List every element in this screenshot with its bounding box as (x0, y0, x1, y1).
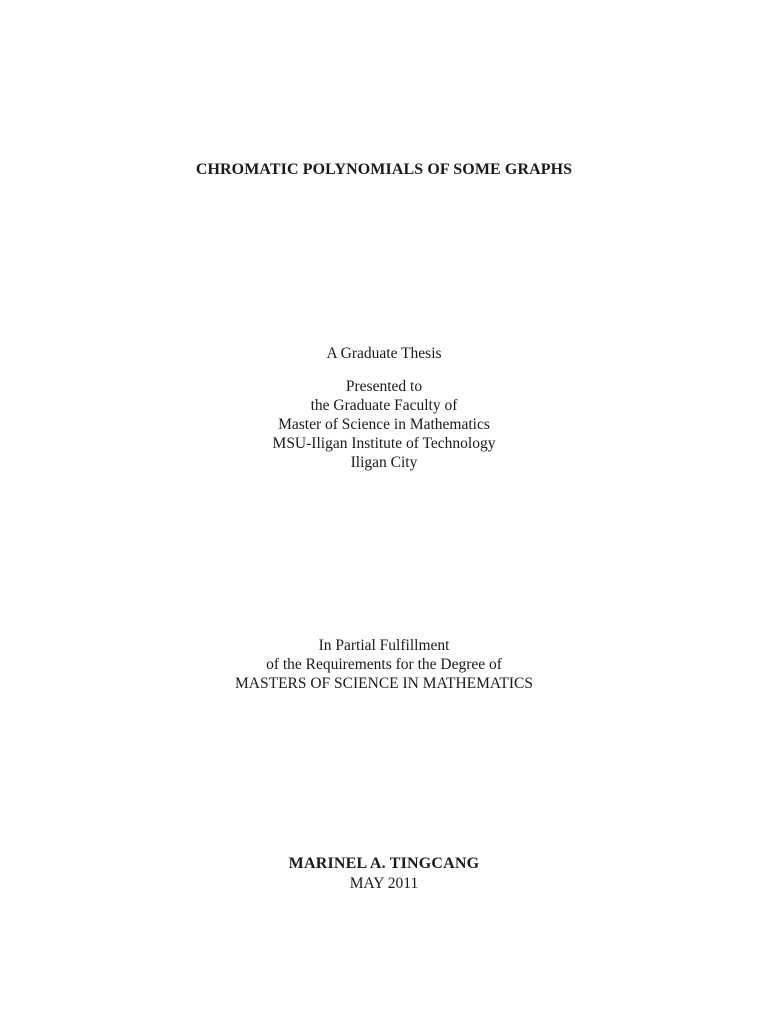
fulfillment-line: of the Requirements for the Degree of (266, 656, 502, 673)
fulfillment-line: MASTERS OF SCIENCE IN MATHEMATICS (235, 675, 533, 692)
presented-to-block (0, 377, 768, 472)
thesis-type-block (0, 344, 768, 363)
thesis-type: A Graduate Thesis (326, 345, 442, 362)
submission-date: MAY 2011 (349, 875, 419, 892)
presented-line: the Graduate Faculty of (310, 397, 458, 414)
thesis-title: CHROMATIC POLYNOMIALS OF SOME GRAPHS (195, 161, 573, 178)
presented-line: Master of Science in Mathematics (278, 416, 490, 433)
presented-line: MSU-Iligan Institute of Technology (272, 435, 496, 452)
presented-line: Iligan City (350, 454, 418, 471)
fulfillment-line: In Partial Fulfillment (318, 637, 450, 654)
fulfillment-block (0, 636, 768, 693)
presented-line: Presented to (345, 378, 423, 395)
author-name: MARINEL A. TINGCANG (288, 855, 480, 872)
